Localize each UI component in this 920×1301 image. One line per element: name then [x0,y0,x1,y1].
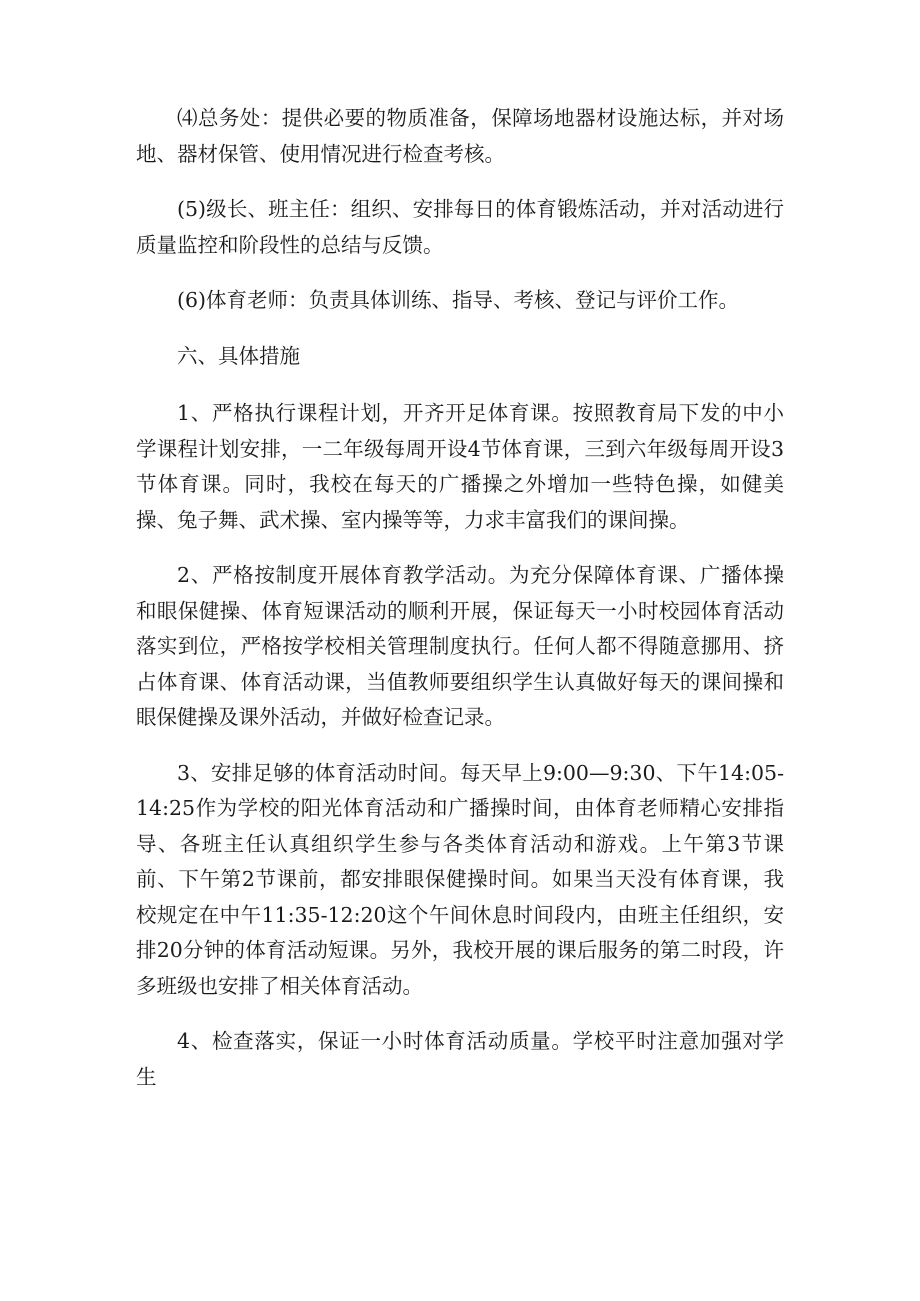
paragraph-measure-2: 2、严格按制度开展体育教学活动。为充分保障体育课、广播体操和眼保健操、体育短课活动的顺利开展，保证每天一小时校园体育活动落实到位，严格按学校相关管理制度执行。任何人都不得随意挪用、挤占体育课、体育活动课，当值教师要组织学生认真做好每天的课间操和眼保健操及课外活动，并做好检查记录。 [136,563,784,729]
paragraph-measure-4: 4、检查落实，保证一小时体育活动质量。学校平时注意加强对学生 [136,1029,784,1089]
section-heading-measures: 六、具体措施 [177,343,300,368]
paragraph-measure-3: 3、安排足够的体育活动时间。每天早上9:00—9:30、下午14:05-14:25作为学校的阳光体育活动和广播操时间，由体育老师精心安排指导、各班主任认真组织学生参与各类体育活动和游戏。上午第3节课前、下午第2节课前，都安排眼保健操时间。如果当天没有体育课，我校规定在中午11:35-12:20这个午间休息时间段内，由班主任组织，安排20分钟的体育活动短课。另外，我校开展的课后服务的第二时段，许多班级也安排了相关体育活动。 [136,760,784,998]
document-body [136,101,784,1115]
paragraph-measure-1: 1、严格执行课程计划，开齐开足体育课。按照教育局下发的中小学课程计划安排，一二年级每周开设4节体育课，三到六年级每周开设3节体育课。同时，我校在每天的广播操之外增加一些特色操，如健美操、兔子舞、武术操、室内操等等，力求丰富我们的课间操。 [136,401,784,532]
paragraph-general-affairs: ⑷总务处：提供必要的物质准备，保障场地器材设施达标，并对场地、器材保管、使用情况进行检查考核。 [136,106,784,166]
paragraph-pe-teacher: (6)体育老师：负责具体训练、指导、考核、登记与评价工作。 [177,288,740,312]
paragraph-grade-leader: (5)级长、班主任：组织、安排每日的体育锻炼活动，并对活动进行质量监控和阶段性的总结与反馈。 [136,197,784,257]
